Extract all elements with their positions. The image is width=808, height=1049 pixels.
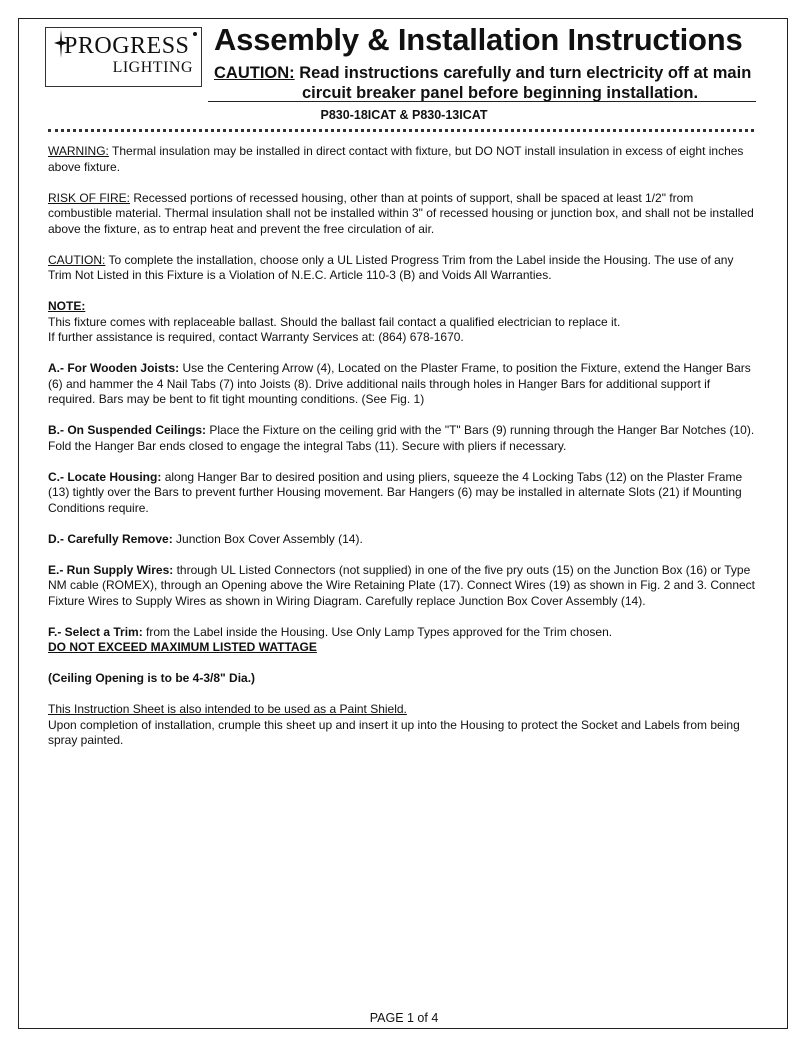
- logo-brand: PROGRESS: [64, 33, 190, 59]
- step-e-paragraph: [48, 563, 760, 610]
- note-paragraph: [48, 299, 760, 346]
- logo-dot: [193, 32, 197, 36]
- note-line-1: This fixture comes with replaceable ballast. Should the ballast fail contact a qualified electrician to replace it.: [48, 314, 621, 329]
- caution-header-text-2: circuit breaker panel before beginning installation.: [302, 84, 699, 102]
- caution-header: [214, 63, 774, 103]
- model-numbers-text: P830-18ICAT & P830-13ICAT: [320, 108, 488, 122]
- step-d-paragraph: [48, 532, 760, 548]
- max-wattage-warning: DO NOT EXCEED MAXIMUM LISTED WATTAGE: [48, 640, 317, 654]
- step-a-paragraph: [48, 361, 760, 408]
- step-b-label: B.- On Suspended Ceilings:: [48, 423, 207, 437]
- logo-sub: LIGHTING: [112, 59, 193, 76]
- step-c-paragraph: [48, 470, 760, 517]
- warning-paragraph: [48, 144, 760, 175]
- step-d-label: D.- Carefully Remove:: [48, 531, 173, 546]
- step-e-text: through UL Listed Connectors (not supplied) in one of the five pry outs (15) on the Junction Box (16) or Type NM cable (ROMEX), through an Opening above the Wire Retaining Plate (17). Connect Wires (19) as shown in Fig. 2 and 3. Connect Fixture Wires to Supply Wires as shown in Wiring Diagram. Carefully replace Junction Box Cover Assembly (14).: [48, 562, 756, 608]
- instructions-body: [48, 144, 760, 764]
- note-line-2: If further assistance is required, contact Warranty Services at: (864) 678-1670.: [48, 330, 464, 344]
- step-e-label: E.- Run Supply Wires:: [48, 562, 174, 577]
- step-b-paragraph: [48, 423, 760, 454]
- risk-label: RISK OF FIRE:: [48, 190, 131, 205]
- paint-shield-paragraph: [48, 702, 760, 749]
- paint-shield-text: Upon completion of installation, crumple this sheet up and insert it up into the Housing to protect the Socket and Labels from being spray painted.: [48, 717, 740, 747]
- ceiling-opening-text: (Ceiling Opening is to be 4-3/8" Dia.): [48, 671, 256, 685]
- caution-label: CAUTION:: [48, 252, 106, 267]
- warning-label: WARNING:: [48, 144, 109, 158]
- model-numbers: [0, 108, 808, 122]
- caution-header-label: CAUTION:: [214, 64, 295, 82]
- ceiling-opening-paragraph: [48, 671, 760, 687]
- step-f-text: from the Label inside the Housing. Use Only Lamp Types approved for the Trim chosen.: [146, 624, 613, 639]
- caution-header-text-1: Read instructions carefully and turn electricity off at main: [299, 64, 752, 82]
- risk-of-fire-paragraph: [48, 191, 760, 238]
- title-divider: [208, 101, 756, 102]
- step-a-label: A.- For Wooden Joists:: [48, 361, 180, 375]
- step-f-label: F.- Select a Trim:: [48, 624, 143, 639]
- warning-text: Thermal insulation may be installed in direct contact with fixture, but DO NOT install insulation in excess of eight inches above fixture.: [48, 144, 744, 174]
- page-title: Assembly & Installation Instructions: [214, 22, 743, 57]
- paint-shield-title: This Instruction Sheet is also intended to be used as a Paint Shield.: [48, 702, 407, 716]
- risk-text: Recessed portions of recessed housing, other than at points of support, shall be spaced at least 1/2" from combustible material. Thermal insulation shall not be installed within 3" of recessed housing or junction box, and shall not be installed above the fixture, as to entrap heat and prevent the free circulation of air.: [48, 190, 754, 236]
- caution-paragraph: [48, 253, 760, 284]
- caution-text: To complete the installation, choose only a UL Listed Progress Trim from the Label inside the Housing. The use of any Trim Not Listed in this Fixture is a Violation of N.E.C. Article 110-3 (B) and Voids All Warranties.: [48, 252, 734, 282]
- step-f-paragraph: [48, 625, 760, 656]
- note-label: NOTE:: [48, 299, 86, 313]
- step-d-text: Junction Box Cover Assembly (14).: [176, 531, 363, 546]
- progress-lighting-logo: [45, 27, 202, 87]
- step-c-text: along Hanger Bar to desired position and using pliers, squeeze the 4 Locking Tabs (12) on the Plaster Frame (13) tightly over the Bars to prevent further Housing movement. Bar Hangers (6) may be installed in alternate Slots (21) if Mounting Conditions require.: [48, 469, 743, 515]
- step-a-text: Use the Centering Arrow (4), Located on the Plaster Frame, to position the Fixture, extend the Hanger Bars (6) and hammer the 4 Nail Tabs (7) into Joists (8). Drive additional nails through holes in Hanger Bars for additional support if required. Bars may be bent to fit tight mounting conditions. (See Fig. 1): [48, 361, 751, 406]
- page-number: PAGE 1 of 4: [369, 1011, 439, 1025]
- step-b-text: Place the Fixture on the ceiling grid with the "T" Bars (9) running through the Hanger Bar Notches (10). Fold the Hanger Bar ends closed to engage the integral Tabs (11). Secure with pliers if necessary.: [48, 423, 755, 453]
- step-c-label: C.- Locate Housing:: [48, 469, 162, 484]
- dotted-divider: [48, 129, 754, 132]
